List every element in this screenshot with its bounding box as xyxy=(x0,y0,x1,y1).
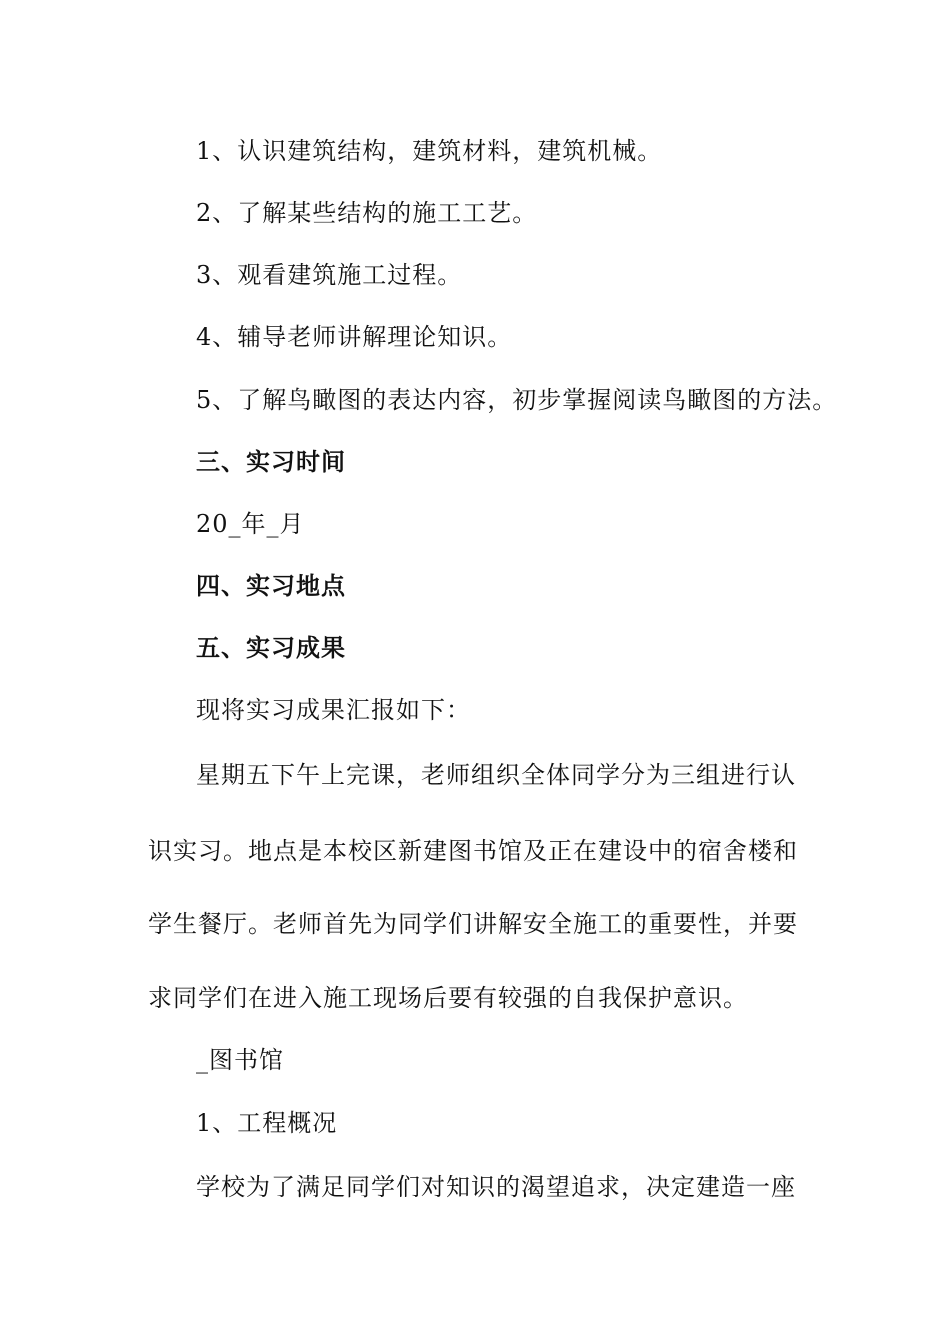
list-item: 5、了解鸟瞰图的表达内容，初步掌握阅读鸟瞰图的方法。 xyxy=(196,386,838,414)
section-heading-results: 五、实习成果 xyxy=(196,634,346,662)
paragraph-line: 求同学们在进入施工现场后要有较强的自我保护意识。 xyxy=(148,984,748,1012)
internship-date: 20_年_月 xyxy=(196,510,305,538)
paragraph-line: 学校为了满足同学们对知识的渴望追求，决定建造一座 xyxy=(196,1173,796,1201)
section-heading-time: 三、实习时间 xyxy=(196,448,346,476)
list-item: 4、辅导老师讲解理论知识。 xyxy=(196,323,513,351)
list-item: 2、了解某些结构的施工工艺。 xyxy=(196,199,538,227)
paragraph-line: 星期五下午上完课，老师组织全体同学分为三组进行认 xyxy=(196,761,796,789)
library-subheading: _图书馆 xyxy=(196,1046,284,1074)
list-item: 3、观看建筑施工过程。 xyxy=(196,261,463,289)
overview-item: 1、工程概况 xyxy=(196,1109,338,1137)
results-intro: 现将实习成果汇报如下： xyxy=(196,696,471,724)
paragraph-line: 识实习。地点是本校区新建图书馆及正在建设中的宿舍楼和 xyxy=(148,837,798,865)
list-item: 1、认识建筑结构，建筑材料，建筑机械。 xyxy=(196,137,663,165)
paragraph-line: 学生餐厅。老师首先为同学们讲解安全施工的重要性，并要 xyxy=(148,910,798,938)
section-heading-location: 四、实习地点 xyxy=(196,572,346,600)
